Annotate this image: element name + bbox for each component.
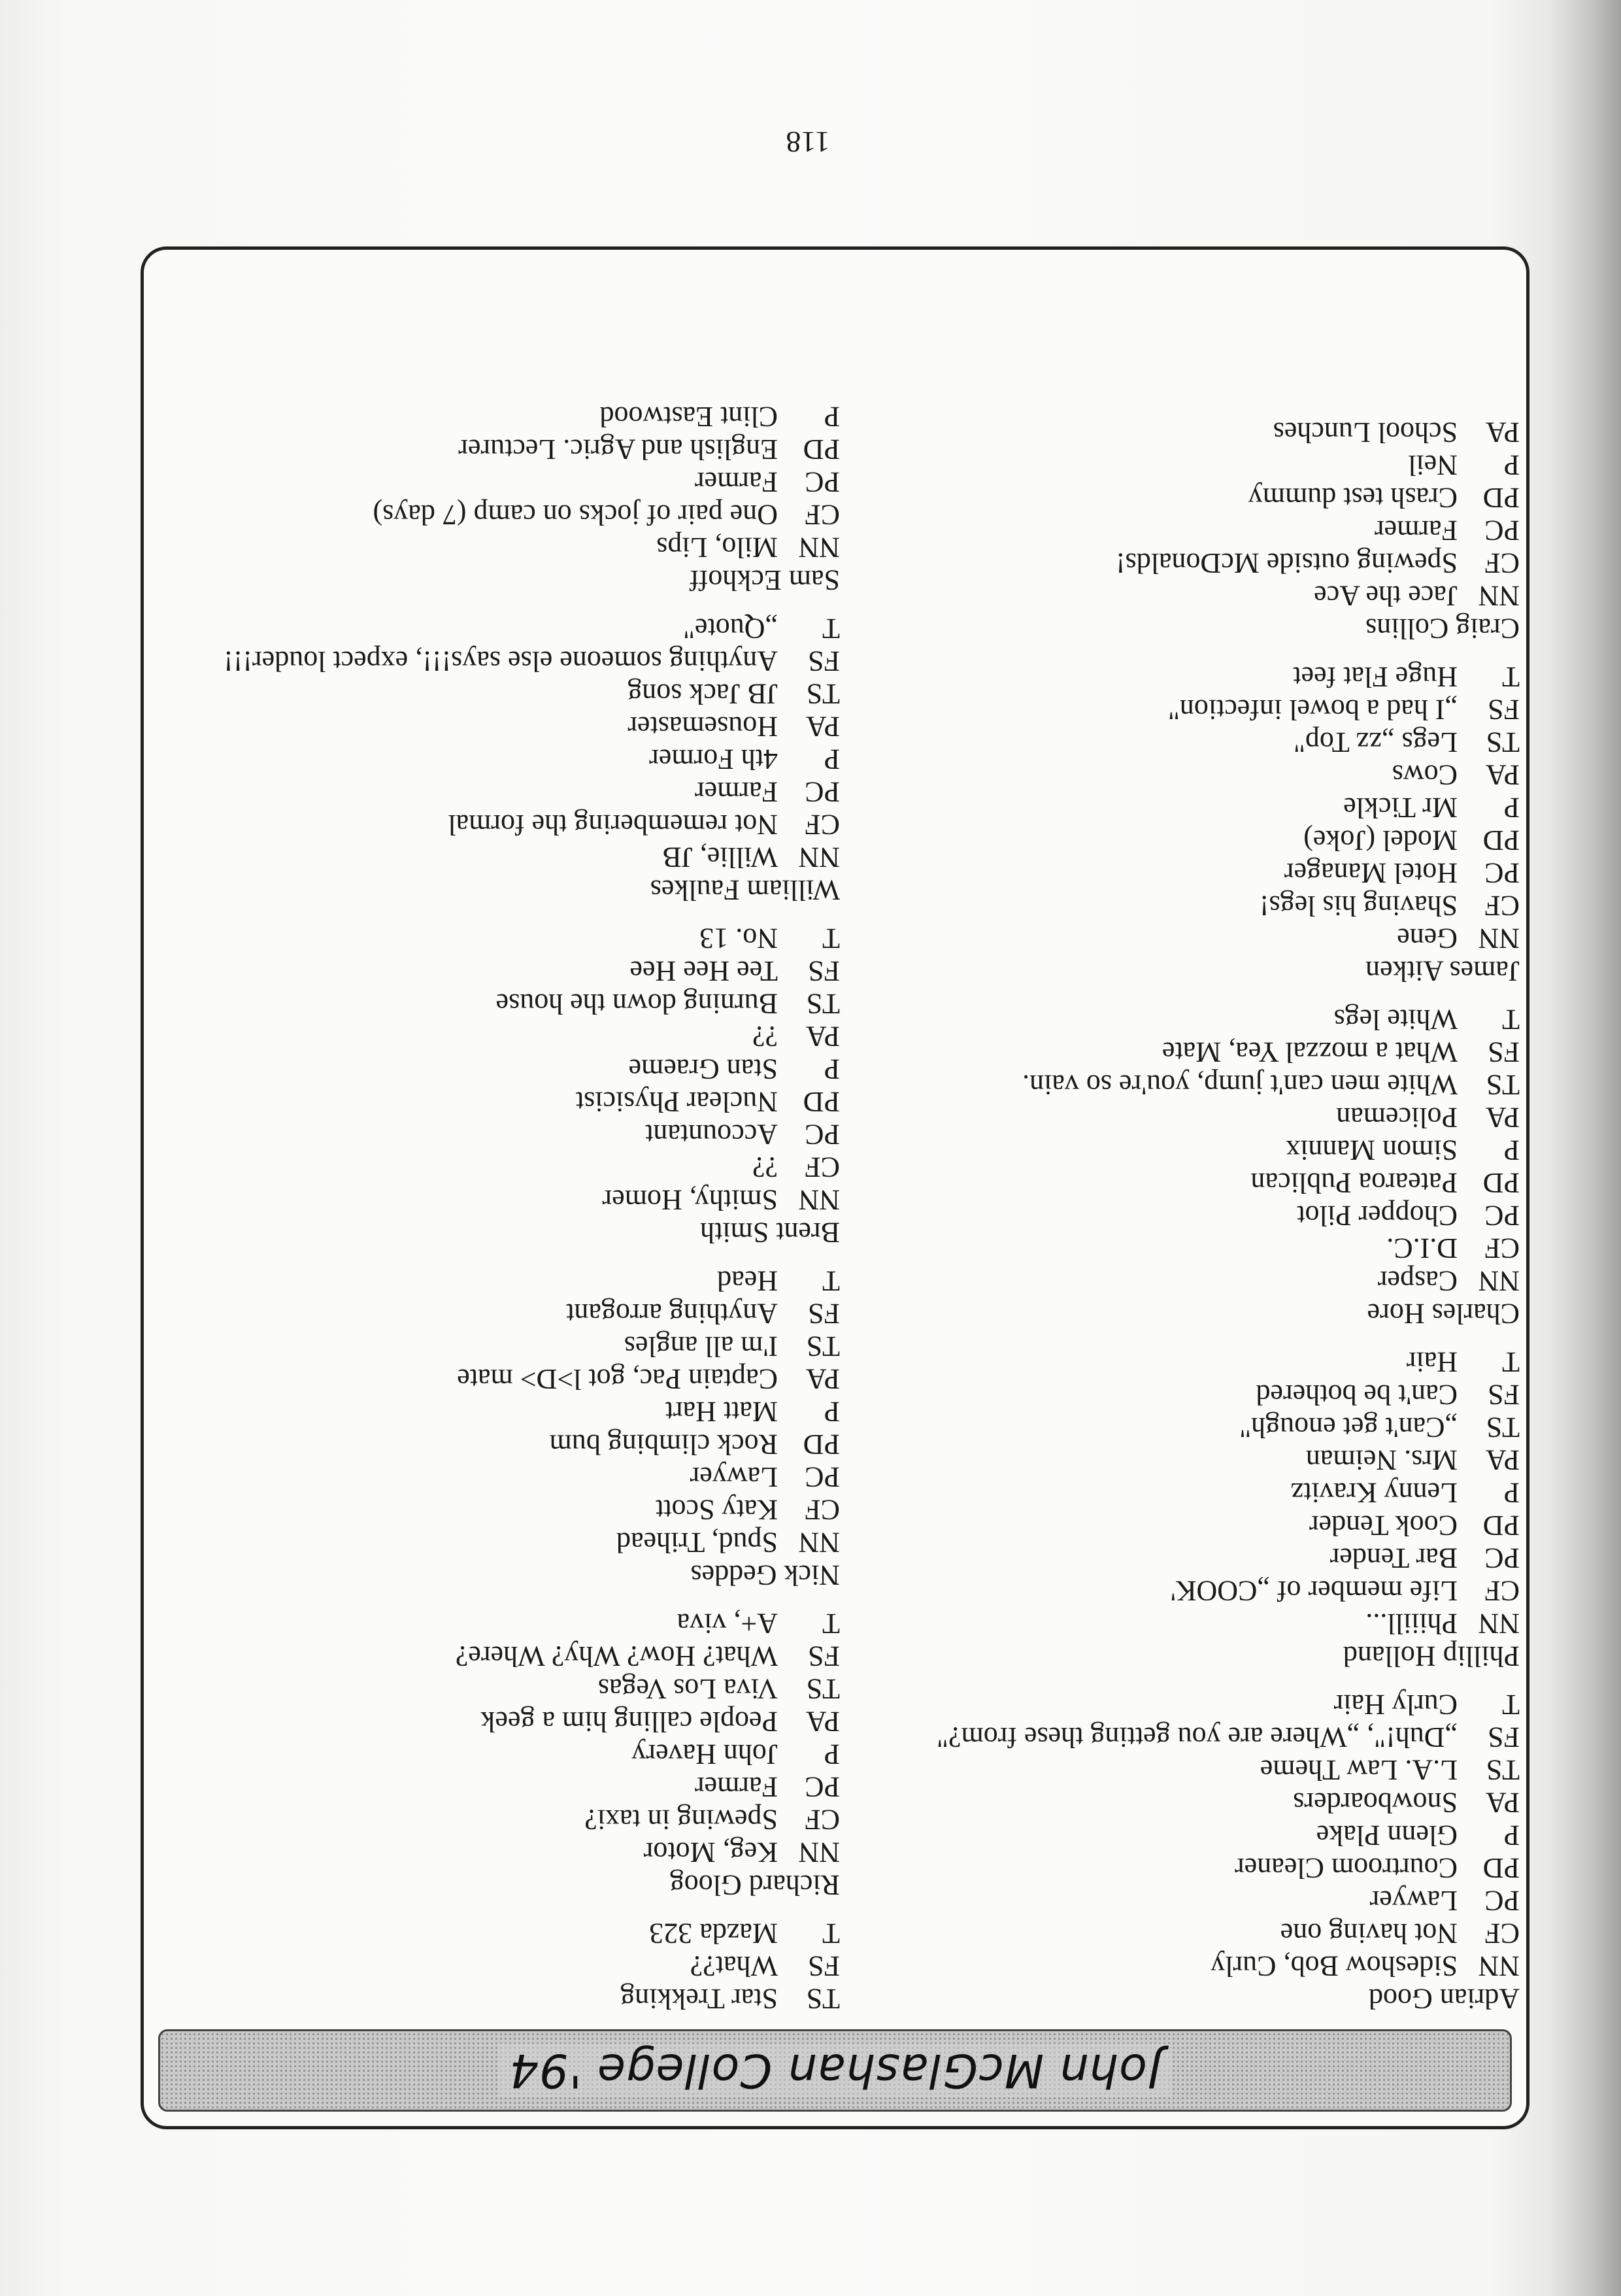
category-code: P bbox=[1503, 449, 1520, 481]
entry-line bbox=[186, 1803, 840, 1836]
category-code: PD bbox=[1482, 1510, 1520, 1542]
right-column bbox=[186, 384, 840, 2015]
category-answer: Huge Flat feet bbox=[1293, 661, 1458, 693]
category-answer: Mazda 323 bbox=[649, 1917, 778, 1950]
entry-line bbox=[186, 1297, 840, 1330]
category-code: NN bbox=[1478, 1265, 1520, 1297]
category-answer: Snowboarders bbox=[1293, 1787, 1458, 1819]
entry-line bbox=[186, 1395, 840, 1428]
student-entry bbox=[186, 612, 840, 906]
category-code: FS bbox=[808, 1950, 840, 1982]
entry-line bbox=[186, 465, 840, 498]
category-code: FS bbox=[1488, 1379, 1520, 1411]
category-answer: Star Trekking bbox=[620, 1983, 778, 2015]
category-code: P bbox=[824, 1738, 840, 1770]
entry-line bbox=[186, 1526, 840, 1559]
category-code: FS bbox=[808, 645, 840, 677]
entry-line bbox=[186, 1118, 840, 1151]
banner bbox=[158, 2029, 1512, 2112]
page-number: 118 bbox=[786, 126, 830, 159]
category-answer: Farmer bbox=[1374, 515, 1458, 547]
category-code: T bbox=[1502, 1004, 1520, 1036]
category-answer: Courtroom Cleaner bbox=[1235, 1852, 1458, 1884]
entry-line bbox=[866, 1232, 1520, 1264]
category-answer: Rock climbing bum bbox=[549, 1428, 778, 1460]
entry-line bbox=[186, 1151, 840, 1183]
category-answer: JB Jack song bbox=[627, 678, 778, 710]
entry-line bbox=[186, 1428, 840, 1460]
entry-line bbox=[186, 1836, 840, 1868]
entry-line bbox=[866, 1721, 1520, 1753]
entry-line bbox=[186, 677, 840, 710]
category-code: FS bbox=[1488, 694, 1520, 726]
category-code: PC bbox=[805, 1461, 840, 1493]
entry-line bbox=[866, 1753, 1520, 1786]
entry-line bbox=[866, 758, 1520, 791]
category-answer: ?? bbox=[752, 1021, 778, 1053]
student-name: Brent Smith bbox=[700, 1217, 840, 1249]
category-answer: Crash test dummy bbox=[1248, 482, 1458, 514]
left-column bbox=[866, 400, 1520, 2015]
entry-line bbox=[186, 1493, 840, 1526]
category-code: FS bbox=[808, 1640, 840, 1672]
category-answer: One pair of jocks on camp (7 days) bbox=[373, 499, 778, 531]
student-name: Adrian Good bbox=[1369, 1983, 1520, 2015]
category-code: T bbox=[1502, 1346, 1520, 1378]
category-answer: Shaving his legs! bbox=[1259, 890, 1458, 922]
category-code: PA bbox=[1485, 1102, 1520, 1134]
category-answer: Burning down the house bbox=[495, 988, 778, 1020]
entry-line bbox=[866, 726, 1520, 758]
category-answer: Sideshow Bob, Curly bbox=[1211, 1950, 1458, 1982]
category-code: P bbox=[1503, 1477, 1520, 1509]
category-answer: Farmer bbox=[694, 1771, 778, 1803]
entry-line bbox=[866, 1068, 1520, 1101]
category-code: T bbox=[822, 613, 840, 645]
entry-line bbox=[186, 1460, 840, 1493]
category-answer: Smithy, Homer bbox=[602, 1184, 778, 1216]
entry-line bbox=[186, 954, 840, 987]
category-answer: Lawyer bbox=[690, 1461, 778, 1493]
category-answer: John Havery bbox=[631, 1738, 778, 1770]
category-code: P bbox=[824, 401, 840, 433]
student-entry bbox=[186, 1917, 840, 2015]
entry-line bbox=[866, 579, 1520, 612]
category-code: CF bbox=[805, 499, 840, 531]
category-answer: D.I.C. bbox=[1386, 1232, 1458, 1264]
entry-line bbox=[866, 1688, 1520, 1721]
category-answer: Tee Hee Hee bbox=[629, 955, 778, 987]
entry-line bbox=[866, 1786, 1520, 1819]
category-answer: Willie, JB bbox=[662, 841, 778, 873]
category-answer: Chopper Pilot bbox=[1297, 1200, 1458, 1232]
category-code: CF bbox=[1484, 547, 1520, 579]
category-code: PD bbox=[803, 433, 840, 465]
student-entry bbox=[866, 416, 1520, 645]
category-code: PA bbox=[1485, 1444, 1520, 1476]
category-code: PC bbox=[1484, 1885, 1520, 1917]
category-code: PC bbox=[805, 776, 840, 808]
entry-line bbox=[186, 645, 840, 677]
category-code: CF bbox=[1484, 1575, 1520, 1607]
category-code: TS bbox=[806, 988, 840, 1020]
category-code: CF bbox=[1484, 1232, 1520, 1264]
entry-line bbox=[186, 1020, 840, 1053]
entry-line bbox=[186, 775, 840, 808]
category-answer: Not remembering the formal bbox=[448, 809, 778, 841]
category-code: PC bbox=[1484, 1200, 1520, 1232]
entry-line bbox=[866, 856, 1520, 889]
category-answer: White men can't jump, you're so vain. bbox=[1022, 1069, 1458, 1101]
category-code: PA bbox=[805, 1363, 840, 1395]
entry-line bbox=[866, 547, 1520, 579]
entry-line bbox=[186, 1607, 840, 1640]
category-code: PA bbox=[1485, 1787, 1520, 1819]
category-code: PC bbox=[1484, 857, 1520, 889]
category-code: PA bbox=[805, 1706, 840, 1738]
category-code: TS bbox=[806, 1673, 840, 1705]
category-code: PD bbox=[1482, 482, 1520, 514]
category-code: FS bbox=[1488, 1036, 1520, 1068]
category-code: TS bbox=[806, 1983, 840, 2015]
entry-line bbox=[866, 514, 1520, 547]
entry-line bbox=[186, 498, 840, 531]
entry-line bbox=[866, 1166, 1520, 1199]
category-code: NN bbox=[1478, 580, 1520, 612]
entry-line bbox=[866, 824, 1520, 856]
category-code: PA bbox=[1485, 759, 1520, 791]
category-answer: Bar Tender bbox=[1329, 1542, 1458, 1574]
category-code: NN bbox=[1478, 1608, 1520, 1640]
category-code: T bbox=[822, 922, 840, 954]
entry-line bbox=[186, 1053, 840, 1085]
category-answer: Farmer bbox=[694, 466, 778, 498]
category-answer: White legs bbox=[1333, 1004, 1458, 1036]
category-answer: ?? bbox=[752, 1151, 778, 1183]
entry-line bbox=[186, 1672, 840, 1705]
entry-line bbox=[866, 889, 1520, 922]
entry-line bbox=[866, 1509, 1520, 1542]
student-entry bbox=[186, 922, 840, 1249]
entry-line bbox=[866, 1950, 1520, 1982]
category-code: FS bbox=[808, 955, 840, 987]
category-code: TS bbox=[806, 678, 840, 710]
category-answer: Accountant bbox=[645, 1119, 778, 1151]
entry-line bbox=[186, 1362, 840, 1395]
category-answer: Patearoa Publican bbox=[1250, 1167, 1458, 1199]
category-answer: „Duh!", „Where are you getting these from?" bbox=[936, 1721, 1458, 1753]
entry-line bbox=[866, 922, 1520, 954]
entry-line bbox=[866, 1264, 1520, 1297]
student-name: Sam Eckhoff bbox=[689, 564, 840, 596]
category-answer: Legs „zz Top" bbox=[1293, 726, 1458, 758]
entry-line bbox=[186, 808, 840, 841]
category-code: PA bbox=[805, 1021, 840, 1053]
content-frame bbox=[141, 246, 1529, 2129]
entry-line bbox=[186, 1183, 840, 1216]
category-answer: Spewing in taxi? bbox=[584, 1804, 778, 1836]
category-answer: English and Agric. Lecturer bbox=[458, 433, 778, 465]
category-code: PD bbox=[1482, 824, 1520, 856]
category-answer: Spud, Trihead bbox=[616, 1527, 778, 1559]
category-code: T bbox=[1502, 661, 1520, 693]
category-answer: What? How? Why? Where? bbox=[455, 1640, 778, 1672]
entry-line bbox=[866, 1851, 1520, 1884]
category-code: P bbox=[824, 743, 840, 775]
entry-line bbox=[186, 743, 840, 775]
category-answer: Can't be bothered bbox=[1256, 1379, 1458, 1411]
entry-line bbox=[866, 416, 1520, 448]
category-answer: 4th Former bbox=[649, 743, 778, 775]
category-code: TS bbox=[1486, 1411, 1520, 1443]
category-answer: Mr Tickle bbox=[1343, 792, 1458, 824]
category-answer: Hair bbox=[1406, 1346, 1458, 1378]
category-code: TS bbox=[806, 1330, 840, 1362]
entry-line bbox=[866, 481, 1520, 514]
category-answer: Anything arrogant bbox=[566, 1298, 778, 1330]
category-code: TS bbox=[1486, 1069, 1520, 1101]
entry-line bbox=[866, 1036, 1520, 1068]
category-code: PC bbox=[805, 1771, 840, 1803]
category-code: PC bbox=[805, 466, 840, 498]
category-answer: Clint Eastwood bbox=[599, 401, 778, 433]
category-answer: Policeman bbox=[1336, 1102, 1458, 1134]
entry-line bbox=[186, 987, 840, 1020]
category-code: P bbox=[1503, 1819, 1520, 1851]
category-answer: Captain Pac, got l>D> mate bbox=[457, 1363, 778, 1395]
category-answer: Mrs. Neiman bbox=[1305, 1444, 1458, 1476]
student-name: Nick Geddes bbox=[690, 1559, 840, 1591]
entry-line bbox=[866, 1443, 1520, 1476]
category-answer: Gene bbox=[1397, 922, 1458, 954]
category-code: NN bbox=[798, 1184, 840, 1216]
entry-line bbox=[866, 1607, 1520, 1640]
category-answer: Casper bbox=[1377, 1265, 1458, 1297]
category-code: PD bbox=[803, 1428, 840, 1460]
student-entry bbox=[186, 400, 840, 596]
category-answer: „I had a bowel infection" bbox=[1167, 694, 1458, 726]
category-code: FS bbox=[808, 1298, 840, 1330]
entry-line bbox=[186, 1085, 840, 1118]
student-name: Phillip Holland bbox=[1343, 1640, 1520, 1672]
entry-line bbox=[866, 791, 1520, 824]
category-answer: Viva Los Vegas bbox=[597, 1673, 778, 1705]
category-answer: „Quote" bbox=[682, 613, 778, 645]
category-answer: Cows bbox=[1392, 759, 1458, 791]
category-answer: No. 13 bbox=[699, 922, 778, 954]
category-answer: Head bbox=[717, 1265, 778, 1297]
category-answer: Lawyer bbox=[1369, 1885, 1458, 1917]
category-answer: Stan Graeme bbox=[628, 1053, 778, 1085]
student-entry bbox=[186, 1607, 840, 1901]
category-answer: Neil bbox=[1408, 449, 1458, 481]
category-code: PC bbox=[1484, 515, 1520, 547]
category-answer: Farmer bbox=[694, 776, 778, 808]
entry-line bbox=[186, 710, 840, 743]
category-answer: Katy Scott bbox=[656, 1494, 778, 1526]
category-code: T bbox=[822, 1608, 840, 1640]
category-answer: Housemaster bbox=[627, 711, 778, 743]
category-code: NN bbox=[798, 841, 840, 873]
category-answer: Simon Mannix bbox=[1286, 1134, 1458, 1166]
entry-line bbox=[866, 1378, 1520, 1411]
entry-line bbox=[866, 1134, 1520, 1166]
entry-line bbox=[186, 1738, 840, 1770]
entry-line bbox=[866, 693, 1520, 726]
category-answer: Not having one bbox=[1280, 1917, 1458, 1950]
category-code: CF bbox=[1484, 890, 1520, 922]
category-answer: What?? bbox=[690, 1950, 778, 1982]
entry-line bbox=[186, 841, 840, 873]
category-answer: L.A. Law Theme bbox=[1260, 1754, 1458, 1786]
category-code: CF bbox=[805, 809, 840, 841]
category-code: PD bbox=[1482, 1852, 1520, 1884]
category-answer: Matt Hart bbox=[665, 1396, 778, 1428]
category-code: PD bbox=[803, 1086, 840, 1118]
student-entry bbox=[866, 1003, 1520, 1330]
entry-line bbox=[866, 1542, 1520, 1574]
entry-line bbox=[866, 1345, 1520, 1378]
category-code: T bbox=[822, 1917, 840, 1950]
category-answer: Hotel Manager bbox=[1284, 857, 1458, 889]
entry-line bbox=[866, 1411, 1520, 1443]
category-code: P bbox=[824, 1053, 840, 1085]
category-code: PA bbox=[805, 711, 840, 743]
category-answer: School Lunches bbox=[1273, 416, 1458, 448]
category-answer: Nuclear Physicist bbox=[575, 1086, 778, 1118]
student-name: William Faulkes bbox=[650, 874, 840, 906]
category-answer: Glenn Plake bbox=[1316, 1819, 1458, 1851]
entry-line bbox=[866, 1819, 1520, 1851]
entry-line bbox=[866, 1476, 1520, 1509]
entry-line bbox=[866, 1199, 1520, 1232]
category-answer: Anything someone else says!!!, expect louder!!! bbox=[224, 645, 778, 677]
student-entry bbox=[866, 660, 1520, 987]
entry-line bbox=[866, 660, 1520, 693]
category-answer: Cook Tender bbox=[1309, 1510, 1458, 1542]
entry-line bbox=[186, 1950, 840, 1982]
category-answer: What a mozzal Yea, Mate bbox=[1161, 1036, 1458, 1068]
student-entry bbox=[866, 1345, 1520, 1672]
student-entry bbox=[186, 1264, 840, 1591]
category-answer: I'm all angles bbox=[624, 1330, 778, 1362]
entry-line bbox=[186, 1705, 840, 1738]
student-name: Richard Gloog bbox=[669, 1869, 840, 1901]
category-code: CF bbox=[805, 1494, 840, 1526]
category-code: PA bbox=[1485, 416, 1520, 448]
category-answer: Milo, Lips bbox=[656, 532, 778, 564]
category-answer: Life member of „COOK' bbox=[1170, 1575, 1458, 1607]
category-code: CF bbox=[805, 1804, 840, 1836]
category-code: NN bbox=[1478, 922, 1520, 954]
category-code: P bbox=[1503, 792, 1520, 824]
category-code: PD bbox=[1482, 1167, 1520, 1199]
category-code: T bbox=[822, 1265, 840, 1297]
entry-line bbox=[186, 1640, 840, 1672]
category-answer: Phiiill... bbox=[1365, 1608, 1458, 1640]
category-answer: Spewing outside McDonalds! bbox=[1115, 547, 1458, 579]
entry-line bbox=[866, 1917, 1520, 1950]
category-code: NN bbox=[798, 1836, 840, 1868]
entry-line bbox=[186, 1982, 840, 2015]
entry-line bbox=[186, 531, 840, 564]
category-answer: Model (Joke) bbox=[1303, 824, 1458, 856]
category-code: CF bbox=[805, 1151, 840, 1183]
category-code: P bbox=[1503, 1134, 1520, 1166]
category-code: CF bbox=[1484, 1917, 1520, 1950]
category-code: PC bbox=[1484, 1542, 1520, 1574]
category-code: PC bbox=[805, 1119, 840, 1151]
entry-line bbox=[186, 1330, 840, 1362]
entry-line bbox=[186, 1917, 840, 1950]
entry-line bbox=[866, 1884, 1520, 1917]
category-answer: Keg, Motor bbox=[643, 1836, 778, 1868]
entry-line bbox=[866, 1101, 1520, 1134]
category-answer: People calling him a geek bbox=[480, 1706, 778, 1738]
entry-line bbox=[186, 612, 840, 645]
category-answer: „Can't get enough" bbox=[1239, 1411, 1458, 1443]
category-code: NN bbox=[798, 532, 840, 564]
category-code: TS bbox=[1486, 726, 1520, 758]
entry-line bbox=[186, 922, 840, 954]
student-name: James Aitken bbox=[1365, 955, 1520, 987]
category-code: NN bbox=[1478, 1950, 1520, 1982]
student-name: Charles Hore bbox=[1367, 1298, 1520, 1330]
entry-line bbox=[186, 433, 840, 465]
entry-line bbox=[866, 448, 1520, 481]
category-code: TS bbox=[1486, 1754, 1520, 1786]
category-code: FS bbox=[1488, 1721, 1520, 1753]
category-answer: A+, viva bbox=[677, 1608, 778, 1640]
entry-line bbox=[866, 1574, 1520, 1607]
entry-line bbox=[186, 400, 840, 433]
entry-line bbox=[186, 1770, 840, 1803]
category-answer: Lenny Kravitz bbox=[1290, 1477, 1458, 1509]
banner-title: John McGlashan College '94 bbox=[499, 2044, 1172, 2097]
entry-line bbox=[186, 1264, 840, 1297]
category-answer: Curly Hair bbox=[1333, 1689, 1458, 1721]
category-answer: Jace the Ace bbox=[1314, 580, 1458, 612]
category-code: P bbox=[824, 1396, 840, 1428]
category-code: NN bbox=[798, 1527, 840, 1559]
student-entry bbox=[866, 1688, 1520, 2015]
category-code: T bbox=[1502, 1689, 1520, 1721]
entry-line bbox=[866, 1003, 1520, 1036]
student-name: Craig Collins bbox=[1365, 613, 1520, 645]
